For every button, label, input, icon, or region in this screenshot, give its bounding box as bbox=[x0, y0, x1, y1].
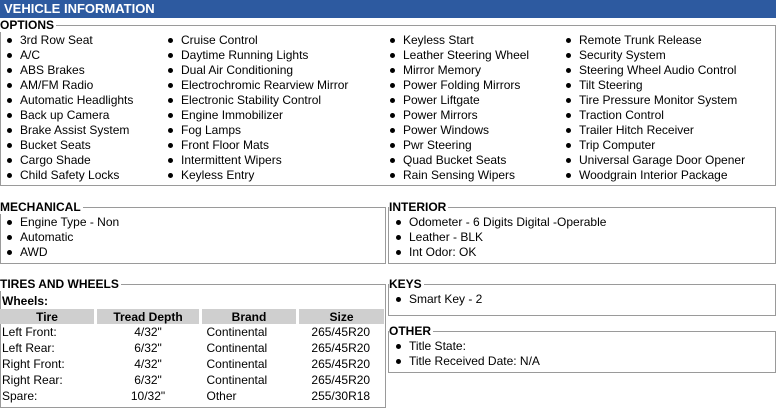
list-item-label: Automatic bbox=[20, 230, 74, 244]
list-item-label: Cruise Control bbox=[181, 33, 258, 47]
bullet-icon bbox=[390, 38, 395, 43]
options-column-4 bbox=[560, 33, 745, 183]
list-item-label: Woodgrain Interior Package bbox=[579, 168, 728, 182]
tires-table bbox=[0, 309, 384, 404]
bullet-icon bbox=[396, 344, 401, 349]
list-item bbox=[162, 78, 348, 93]
list-item-label: Universal Garage Door Opener bbox=[579, 153, 746, 167]
brand-cell: Continental bbox=[206, 325, 268, 339]
list-item bbox=[1, 215, 119, 230]
bullet-icon bbox=[7, 235, 12, 240]
bullet-icon bbox=[566, 113, 571, 118]
list-item bbox=[1, 230, 119, 245]
list-item bbox=[162, 138, 348, 153]
tire-position-cell: Left Rear: bbox=[2, 341, 55, 355]
list-item-label: Remote Trunk Release bbox=[579, 33, 702, 47]
options-column-2 bbox=[162, 33, 348, 183]
list-item-label: Leather Steering Wheel bbox=[403, 48, 530, 62]
bullet-icon bbox=[7, 220, 12, 225]
list-item bbox=[560, 78, 745, 93]
list-item-label: AWD bbox=[20, 245, 48, 259]
list-item bbox=[560, 168, 745, 183]
size-cell: 265/45R20 bbox=[311, 325, 371, 339]
keys-title: KEYS bbox=[389, 277, 422, 291]
list-item bbox=[162, 153, 348, 168]
list-item-label: Child Safety Locks bbox=[20, 168, 120, 182]
list-item-label: Title Received Date: N/A bbox=[409, 354, 540, 368]
bullet-icon bbox=[7, 173, 12, 178]
bullet-icon bbox=[396, 297, 401, 302]
list-item-label: AM/FM Radio bbox=[20, 78, 94, 92]
bullet-icon bbox=[7, 98, 12, 103]
size-cell: 255/30R18 bbox=[311, 389, 371, 403]
list-item-label: Int Odor: OK bbox=[409, 245, 477, 259]
bullet-icon bbox=[7, 53, 12, 58]
bullet-icon bbox=[566, 98, 571, 103]
list-item-label: Smart Key - 2 bbox=[409, 292, 483, 306]
list-item bbox=[1, 93, 133, 108]
bullet-icon bbox=[396, 235, 401, 240]
tire-position-cell: Right Front: bbox=[2, 357, 65, 371]
brand-cell: Continental bbox=[206, 341, 268, 355]
list-item bbox=[162, 48, 348, 63]
list-item bbox=[162, 168, 348, 183]
list-item-label: Fog Lamps bbox=[181, 123, 242, 137]
list-item-label: Bucket Seats bbox=[20, 138, 91, 152]
list-item bbox=[1, 245, 119, 260]
bullet-icon bbox=[396, 250, 401, 255]
tread-depth-cell: 4/32" bbox=[134, 357, 162, 371]
list-item bbox=[162, 33, 348, 48]
brand-cell: Continental bbox=[206, 357, 268, 371]
list-item-label: Keyless Start bbox=[403, 33, 474, 47]
list-item-label: Tire Pressure Monitor System bbox=[579, 93, 738, 107]
list-item bbox=[560, 63, 745, 78]
options-title: OPTIONS bbox=[0, 18, 55, 32]
list-item bbox=[162, 93, 348, 108]
list-item bbox=[390, 339, 540, 354]
list-item-label: Security System bbox=[579, 48, 666, 62]
list-item-label: Title State: bbox=[409, 339, 466, 353]
list-item-label: Cargo Shade bbox=[20, 153, 91, 167]
keys-list bbox=[390, 292, 482, 307]
list-item bbox=[1, 153, 133, 168]
bullet-icon bbox=[396, 359, 401, 364]
bullet-icon bbox=[168, 53, 173, 58]
other-title: OTHER bbox=[389, 324, 431, 338]
bullet-icon bbox=[168, 68, 173, 73]
list-item-label: Engine Immobilizer bbox=[181, 108, 284, 122]
mechanical-list bbox=[1, 215, 119, 260]
bullet-icon bbox=[390, 83, 395, 88]
list-item bbox=[1, 48, 133, 63]
interior-title: INTERIOR bbox=[389, 200, 447, 214]
column-header-tire: Tire bbox=[0, 309, 96, 324]
tread-depth-cell: 6/32" bbox=[134, 373, 162, 387]
tread-depth-cell: 6/32" bbox=[134, 341, 162, 355]
list-item bbox=[1, 33, 133, 48]
list-item bbox=[384, 153, 529, 168]
list-item bbox=[560, 93, 745, 108]
tread-depth-cell: 10/32" bbox=[130, 389, 166, 403]
list-item bbox=[390, 292, 482, 307]
list-item bbox=[560, 108, 745, 123]
list-item-label: Keyless Entry bbox=[181, 168, 255, 182]
list-item-label: Electrochromic Rearview Mirror bbox=[181, 78, 349, 92]
brand-cell: Continental bbox=[206, 373, 268, 387]
interior-list bbox=[390, 215, 606, 260]
list-item bbox=[560, 33, 745, 48]
tire-position-cell: Spare: bbox=[2, 389, 38, 403]
table-row bbox=[0, 356, 384, 372]
other-list bbox=[390, 339, 540, 369]
column-header-brand: Brand bbox=[201, 309, 298, 324]
list-item-label: Rain Sensing Wipers bbox=[403, 168, 516, 182]
bullet-icon bbox=[7, 128, 12, 133]
bullet-icon bbox=[566, 143, 571, 148]
bullet-icon bbox=[566, 38, 571, 43]
list-item bbox=[390, 245, 606, 260]
bullet-icon bbox=[168, 38, 173, 43]
bullet-icon bbox=[390, 173, 395, 178]
tire-position-cell: Left Front: bbox=[2, 325, 57, 339]
table-row bbox=[0, 372, 384, 388]
list-item-label: Power Windows bbox=[403, 123, 490, 137]
list-item bbox=[390, 230, 606, 245]
list-item-label: Odometer - 6 Digits Digital -Operable bbox=[409, 215, 607, 229]
list-item-label: Power Folding Mirrors bbox=[403, 78, 521, 92]
bullet-icon bbox=[168, 83, 173, 88]
bullet-icon bbox=[168, 143, 173, 148]
bullet-icon bbox=[390, 128, 395, 133]
list-item-label: Power Mirrors bbox=[403, 108, 478, 122]
column-header-tread-depth: Tread Depth bbox=[96, 309, 201, 324]
bullet-icon bbox=[396, 220, 401, 225]
list-item-label: Trailer Hitch Receiver bbox=[579, 123, 694, 137]
bullet-icon bbox=[7, 83, 12, 88]
bullet-icon bbox=[566, 53, 571, 58]
bullet-icon bbox=[390, 68, 395, 73]
list-item-label: Automatic Headlights bbox=[20, 93, 134, 107]
list-item-label: Tilt Steering bbox=[579, 78, 643, 92]
size-cell: 265/45R20 bbox=[311, 341, 371, 355]
list-item bbox=[384, 108, 529, 123]
list-item-label: Leather - BLK bbox=[409, 230, 484, 244]
list-item bbox=[1, 123, 133, 138]
list-item-label: Dual Air Conditioning bbox=[181, 63, 294, 77]
list-item-label: Power Liftgate bbox=[403, 93, 480, 107]
list-item bbox=[1, 63, 133, 78]
list-item bbox=[384, 78, 529, 93]
list-item bbox=[1, 78, 133, 93]
list-item bbox=[162, 108, 348, 123]
bullet-icon bbox=[168, 158, 173, 163]
list-item-label: Daytime Running Lights bbox=[181, 48, 309, 62]
tire-position-cell: Right Rear: bbox=[2, 373, 63, 387]
bullet-icon bbox=[7, 38, 12, 43]
bullet-icon bbox=[168, 113, 173, 118]
list-item-label: 3rd Row Seat bbox=[20, 33, 93, 47]
list-item bbox=[384, 93, 529, 108]
list-item bbox=[384, 48, 529, 63]
bullet-icon bbox=[7, 143, 12, 148]
list-item bbox=[390, 215, 606, 230]
tread-depth-cell: 4/32" bbox=[134, 325, 162, 339]
list-item bbox=[384, 63, 529, 78]
list-item-label: Brake Assist System bbox=[20, 123, 130, 137]
bullet-icon bbox=[566, 158, 571, 163]
list-item bbox=[162, 123, 348, 138]
tires-table-header-row bbox=[0, 309, 384, 324]
bullet-icon bbox=[390, 98, 395, 103]
list-item bbox=[384, 123, 529, 138]
bullet-icon bbox=[168, 128, 173, 133]
list-item bbox=[560, 48, 745, 63]
list-item-label: Back up Camera bbox=[20, 108, 110, 122]
bullet-icon bbox=[390, 143, 395, 148]
bullet-icon bbox=[7, 68, 12, 73]
list-item bbox=[560, 153, 745, 168]
bullet-icon bbox=[168, 98, 173, 103]
options-column-3 bbox=[384, 33, 529, 183]
page-header: VEHICLE INFORMATION bbox=[0, 0, 776, 18]
list-item bbox=[384, 168, 529, 183]
bullet-icon bbox=[7, 158, 12, 163]
size-cell: 265/45R20 bbox=[311, 373, 371, 387]
list-item-label: Quad Bucket Seats bbox=[403, 153, 507, 167]
list-item-label: Engine Type - Non bbox=[20, 215, 120, 229]
list-item bbox=[1, 108, 133, 123]
tires-title: TIRES AND WHEELS bbox=[0, 277, 119, 291]
list-item-label: Intermittent Wipers bbox=[181, 153, 282, 167]
bullet-icon bbox=[390, 113, 395, 118]
table-row bbox=[0, 324, 384, 340]
table-row bbox=[0, 388, 384, 404]
list-item-label: Traction Control bbox=[579, 108, 664, 122]
list-item-label: ABS Brakes bbox=[20, 63, 85, 77]
list-item bbox=[384, 138, 529, 153]
list-item-label: Trip Computer bbox=[579, 138, 656, 152]
brand-cell: Other bbox=[206, 389, 237, 403]
list-item bbox=[390, 354, 540, 369]
list-item bbox=[1, 168, 133, 183]
list-item bbox=[560, 138, 745, 153]
bullet-icon bbox=[390, 158, 395, 163]
mechanical-title: MECHANICAL bbox=[0, 200, 81, 214]
bullet-icon bbox=[566, 173, 571, 178]
size-cell: 265/45R20 bbox=[311, 357, 371, 371]
bullet-icon bbox=[168, 173, 173, 178]
bullet-icon bbox=[7, 113, 12, 118]
bullet-icon bbox=[566, 68, 571, 73]
wheels-label: Wheels: bbox=[2, 294, 49, 308]
column-header-size: Size bbox=[298, 309, 385, 324]
list-item-label: Pwr Steering bbox=[403, 138, 472, 152]
list-item-label: Electronic Stability Control bbox=[181, 93, 322, 107]
list-item-label: Mirror Memory bbox=[403, 63, 481, 77]
bullet-icon bbox=[7, 250, 12, 255]
list-item bbox=[1, 138, 133, 153]
list-item bbox=[560, 123, 745, 138]
list-item bbox=[384, 33, 529, 48]
table-row bbox=[0, 340, 384, 356]
options-column-1 bbox=[1, 33, 133, 183]
list-item-label: Steering Wheel Audio Control bbox=[579, 63, 737, 77]
bullet-icon bbox=[566, 128, 571, 133]
list-item bbox=[162, 63, 348, 78]
list-item-label: Front Floor Mats bbox=[181, 138, 270, 152]
bullet-icon bbox=[390, 53, 395, 58]
list-item-label: A/C bbox=[20, 48, 41, 62]
bullet-icon bbox=[566, 83, 571, 88]
